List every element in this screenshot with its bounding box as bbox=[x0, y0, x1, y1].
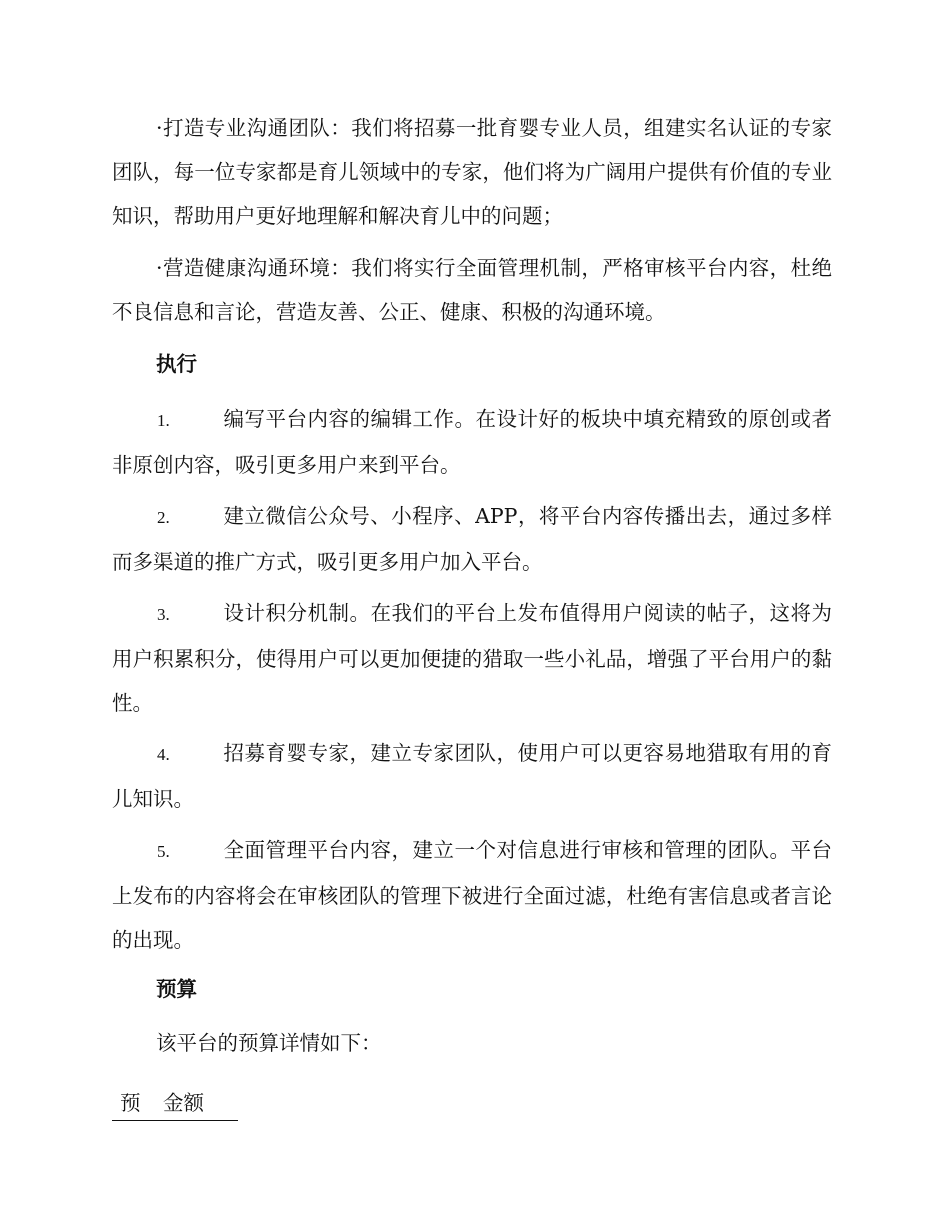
item-text: 建立微信公众号、小程序、APP，将平台内容传播出去，通过多样而多渠道的推广方式，吸引更多用户加入平台。 bbox=[112, 504, 832, 574]
item-text: 招募育婴专家，建立专家团队，使用户可以更容易地猎取有用的育儿知识。 bbox=[112, 741, 832, 811]
item-number: 4. bbox=[157, 745, 170, 764]
execution-item-5 bbox=[112, 828, 832, 962]
execution-item-1 bbox=[112, 397, 832, 487]
execution-heading: 执行 bbox=[156, 352, 197, 376]
execution-item-2 bbox=[112, 494, 832, 584]
table-header-cell: 金额 bbox=[163, 1091, 204, 1115]
execution-item-4 bbox=[112, 731, 832, 821]
budget-intro: 该平台的预算详情如下： bbox=[156, 1031, 382, 1055]
budget-heading: 预算 bbox=[156, 977, 197, 1001]
item-number: 1. bbox=[157, 411, 170, 430]
bullet-expert-team: ·打造专业沟通团队：我们将招募一批育婴专业人员，组建实名认证的专家团队，每一位专家都是育儿领域中的专家，他们将为广阔用户提供有价值的专业知识，帮助用户更好地理解和解决育儿中的问题； bbox=[112, 116, 832, 228]
item-text: 设计积分机制。在我们的平台上发布值得用户阅读的帖子，这将为用户积累积分，使得用户可以更加便捷的猎取一些小礼品，增强了平台用户的黏性。 bbox=[112, 601, 832, 715]
budget-table-header bbox=[112, 1086, 238, 1121]
item-number: 2. bbox=[157, 508, 170, 527]
table-header-cell: 预 bbox=[120, 1091, 141, 1115]
bullet-healthy-environment: ·营造健康沟通环境：我们将实行全面管理机制，严格审核平台内容，杜绝不良信息和言论，营造友善、公正、健康、积极的沟通环境。 bbox=[112, 256, 832, 324]
item-number: 5. bbox=[157, 842, 170, 861]
execution-item-3 bbox=[112, 591, 832, 725]
item-text: 编写平台内容的编辑工作。在设计好的板块中填充精致的原创或者非原创内容，吸引更多用户来到平台。 bbox=[112, 407, 832, 477]
item-text: 全面管理平台内容，建立一个对信息进行审核和管理的团队。平台上发布的内容将会在审核团队的管理下被进行全面过滤，杜绝有害信息或者言论的出现。 bbox=[112, 838, 832, 952]
item-number: 3. bbox=[157, 605, 170, 624]
